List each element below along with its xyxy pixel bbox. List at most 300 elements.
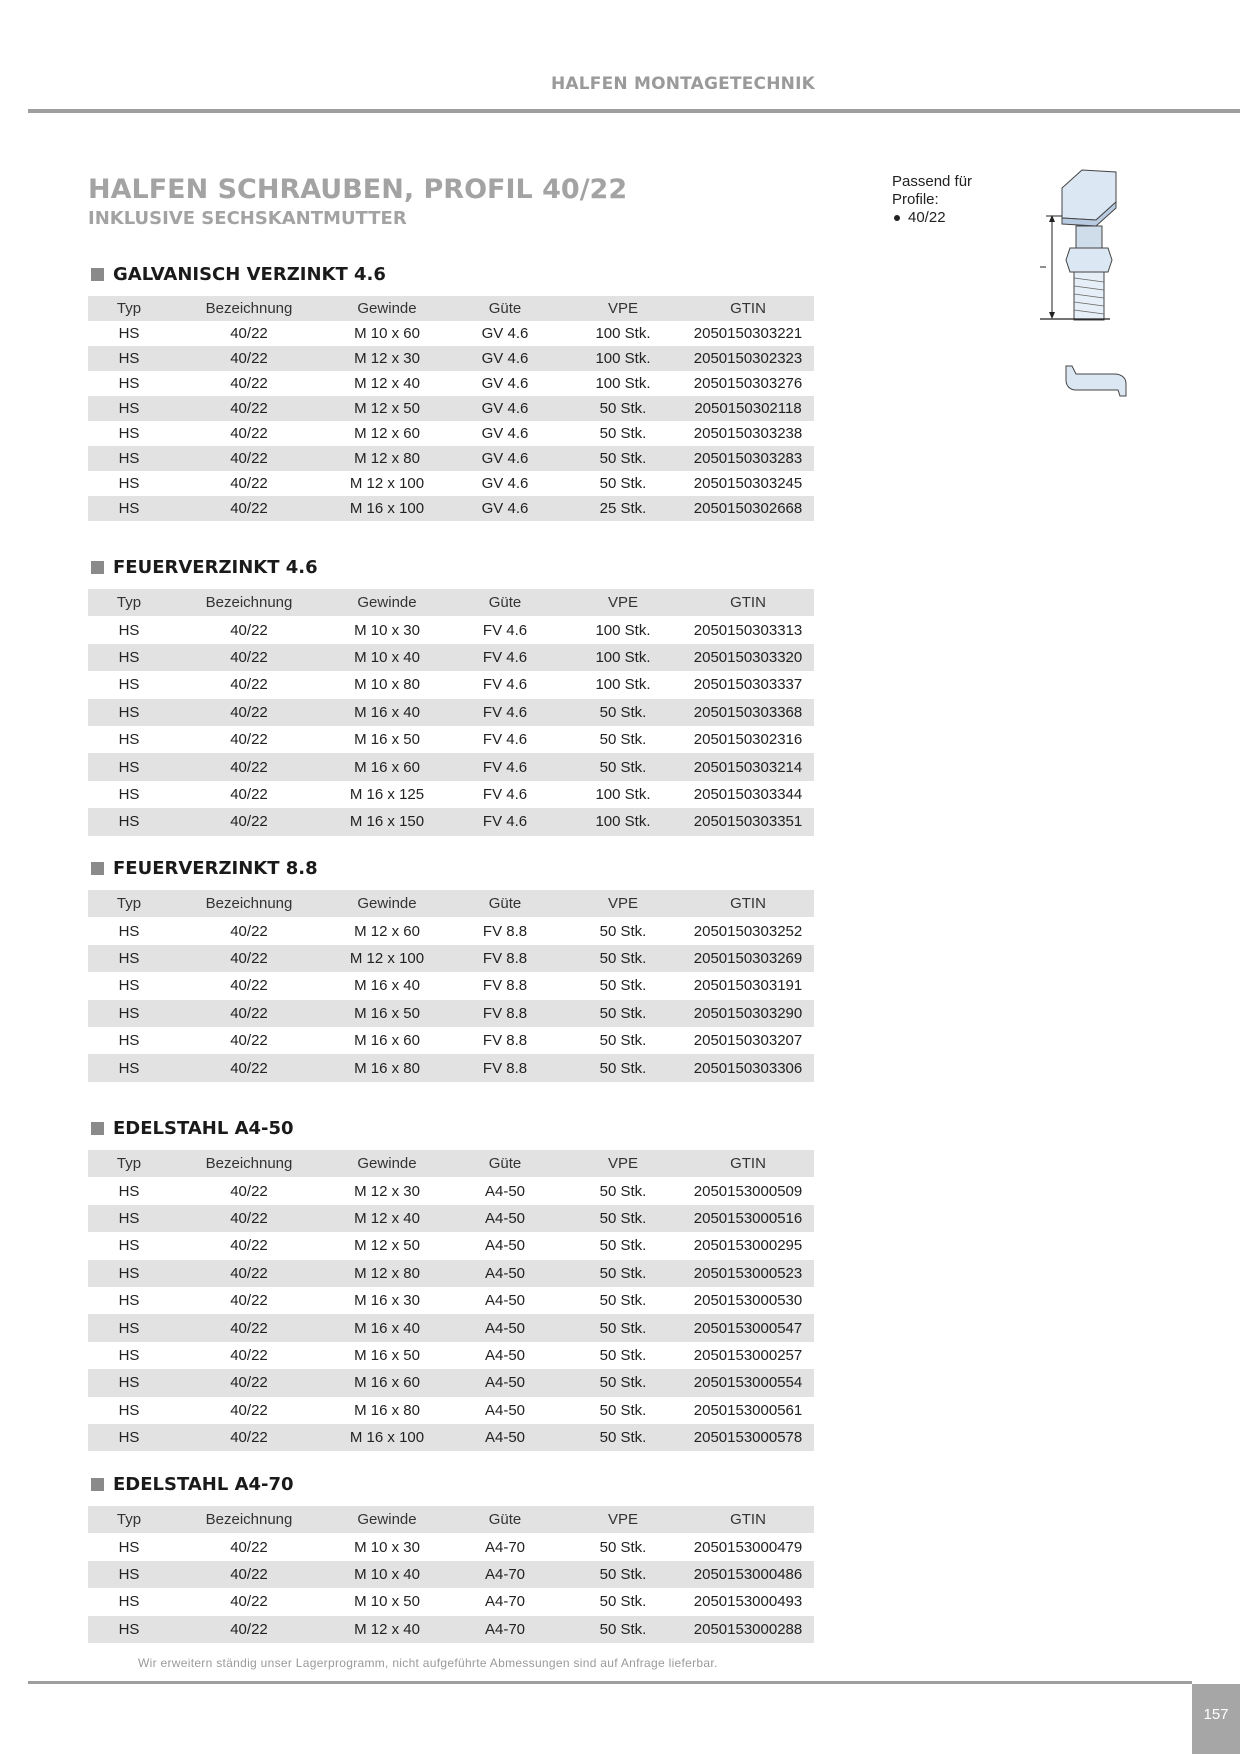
table-cell: HS <box>118 325 140 342</box>
table-cell: A4-50 <box>484 1182 526 1200</box>
column-header: Gewinde <box>328 1150 446 1177</box>
table-cell: M 16 x 125 <box>349 785 425 803</box>
square-bullet-icon <box>91 268 104 281</box>
column-header: Typ <box>88 890 170 917</box>
table-cell: HS <box>118 922 140 940</box>
table-cell: 50 Stk. <box>564 1205 682 1232</box>
table-cell: 40/22 <box>230 676 268 694</box>
table-cell: M 16 x 30 <box>354 1292 420 1310</box>
table-cell: 40/22 <box>170 396 328 421</box>
table-cell: HS <box>88 1424 170 1451</box>
table-cell: 40/22 <box>170 1314 328 1341</box>
table-row <box>88 346 814 371</box>
table-cell: M 16 x 80 <box>354 1401 420 1419</box>
fits-profile-value: 40/22 <box>908 209 946 226</box>
table-cell: 50 Stk. <box>599 1538 647 1556</box>
table-cell: M 10 x 40 <box>328 644 446 671</box>
table-row <box>88 321 814 346</box>
table-cell: 40/22 <box>170 1369 328 1396</box>
table-cell: 2050153000295 <box>693 1237 803 1255</box>
column-header: Bezeichnung <box>170 589 328 616</box>
table-row <box>88 726 814 753</box>
table-cell: HS <box>88 753 170 780</box>
table-cell: HS <box>118 731 140 749</box>
table-cell: HS <box>88 945 170 972</box>
table-cell: HS <box>88 1205 170 1232</box>
product-table <box>88 890 814 1082</box>
table-cell: 100 Stk. <box>595 676 651 694</box>
table-cell: HS <box>88 496 170 521</box>
table-cell: FV 8.8 <box>446 945 564 972</box>
table-cell: A4-50 <box>484 1292 526 1310</box>
table-cell: 50 Stk. <box>564 1369 682 1396</box>
table-cell: 50 Stk. <box>599 475 647 492</box>
table-cell: GV 4.6 <box>446 396 564 421</box>
table-cell: 2050150303313 <box>693 621 803 639</box>
section-heading <box>88 555 814 579</box>
table-row <box>88 917 814 944</box>
table-cell: 2050150302118 <box>682 396 814 421</box>
table-row <box>88 396 814 421</box>
table-row <box>88 972 814 999</box>
table-cell: M 10 x 30 <box>354 621 420 639</box>
column-header: VPE <box>564 1150 682 1177</box>
table-cell: M 12 x 100 <box>349 475 425 492</box>
table-cell: 40/22 <box>230 977 268 995</box>
table-cell: 40/22 <box>230 1346 268 1364</box>
column-header: Güte <box>446 589 564 616</box>
table-cell: M 10 x 50 <box>354 1593 420 1611</box>
table-cell: 50 Stk. <box>564 1000 682 1027</box>
table-row <box>88 781 814 808</box>
product-section <box>88 262 814 521</box>
table-cell: 50 Stk. <box>564 396 682 421</box>
table-cell: 2050150303252 <box>693 922 803 940</box>
table-row <box>88 1177 814 1204</box>
table-cell: 50 Stk. <box>599 977 647 995</box>
footnote: Wir erweitern ständig unser Lagerprogramm, nicht aufgeführte Abmessungen sind auf Anfrage lieferbar. <box>138 1656 718 1670</box>
table-cell: M 12 x 80 <box>328 446 446 471</box>
table-cell: HS <box>118 1032 140 1050</box>
table-cell: 40/22 <box>230 1182 268 1200</box>
table-row <box>88 1616 814 1643</box>
table-cell: 50 Stk. <box>599 731 647 749</box>
table-cell: 2050150303207 <box>693 1032 803 1050</box>
table-cell: 40/22 <box>170 1616 328 1643</box>
table-cell: 2050153000479 <box>693 1538 803 1556</box>
table-cell: 2050150303276 <box>693 375 803 392</box>
column-header: Bezeichnung <box>170 1506 328 1533</box>
table-row <box>88 644 814 671</box>
table-row <box>88 699 814 726</box>
table-cell: 40/22 <box>230 922 268 940</box>
table-cell: M 16 x 100 <box>328 496 446 521</box>
table-cell: M 12 x 100 <box>328 945 446 972</box>
table-cell: HS <box>118 475 140 492</box>
table-cell: 2050153000547 <box>682 1314 814 1341</box>
table-cell: 2050150303283 <box>682 446 814 471</box>
table-row <box>88 1000 814 1027</box>
table-cell: 50 Stk. <box>564 1424 682 1451</box>
table-cell: 2050150303320 <box>682 644 814 671</box>
column-header: VPE <box>564 890 682 917</box>
table-cell: A4-70 <box>484 1538 526 1556</box>
table-cell: HS <box>88 1000 170 1027</box>
table-row <box>88 1260 814 1287</box>
table-cell: 2050150303337 <box>693 676 803 694</box>
table-cell: A4-70 <box>446 1616 564 1643</box>
table-cell: M 16 x 40 <box>328 699 446 726</box>
table-cell: 2050153000288 <box>682 1616 814 1643</box>
table-cell: 40/22 <box>230 375 268 392</box>
table-cell: 40/22 <box>230 1538 268 1556</box>
table-header-row <box>88 296 814 321</box>
table-cell: HS <box>88 1369 170 1396</box>
table-row <box>88 371 814 396</box>
table-cell: M 16 x 50 <box>328 1000 446 1027</box>
table-cell: 100 Stk. <box>595 621 651 639</box>
running-header: HALFEN MONTAGETECHNIK <box>550 74 815 94</box>
product-table <box>88 296 814 521</box>
section-title: EDELSTAHL A4-50 <box>113 1117 294 1139</box>
table-cell: 100 Stk. <box>595 325 651 342</box>
table-cell: M 16 x 60 <box>328 753 446 780</box>
table-cell: HS <box>88 644 170 671</box>
column-header: Bezeichnung <box>170 1150 328 1177</box>
table-cell: HS <box>118 1346 140 1364</box>
table-cell: HS <box>88 1054 170 1081</box>
column-header: VPE <box>564 1506 682 1533</box>
product-section <box>88 1116 814 1451</box>
table-cell: 50 Stk. <box>564 1054 682 1081</box>
table-cell: FV 8.8 <box>482 1032 528 1050</box>
table-row <box>88 1205 814 1232</box>
table-cell: GV 4.6 <box>481 325 529 342</box>
table-cell: 25 Stk. <box>564 496 682 521</box>
table-cell: M 12 x 30 <box>328 346 446 371</box>
table-cell: A4-70 <box>446 1561 564 1588</box>
table-row <box>88 446 814 471</box>
table-cell: 50 Stk. <box>599 1032 647 1050</box>
table-cell: 40/22 <box>170 644 328 671</box>
table-cell: 100 Stk. <box>564 346 682 371</box>
table-cell: GV 4.6 <box>481 475 529 492</box>
table-cell: HS <box>118 1182 140 1200</box>
table-cell: HS <box>118 375 140 392</box>
table-cell: HS <box>118 977 140 995</box>
fits-label-line1: Passend für <box>892 173 973 190</box>
table-cell: 50 Stk. <box>564 945 682 972</box>
table-cell: 40/22 <box>170 699 328 726</box>
table-cell: HS <box>88 1314 170 1341</box>
column-header: Güte <box>446 890 564 917</box>
table-header-row <box>88 1506 814 1533</box>
table-cell: 40/22 <box>170 1260 328 1287</box>
table-cell: FV 8.8 <box>446 1000 564 1027</box>
table-cell: HS <box>118 676 140 694</box>
table-cell: 2050150303368 <box>682 699 814 726</box>
table-cell: FV 4.6 <box>482 731 528 749</box>
table-row <box>88 1232 814 1259</box>
table-cell: M 16 x 60 <box>354 1032 420 1050</box>
product-table <box>88 1150 814 1451</box>
table-cell: M 10 x 80 <box>354 676 420 694</box>
table-cell: M 12 x 80 <box>328 1260 446 1287</box>
table-cell: 2050150303344 <box>693 785 803 803</box>
table-cell: 40/22 <box>170 1205 328 1232</box>
table-cell: M 12 x 30 <box>354 1182 420 1200</box>
table-cell: 40/22 <box>170 1424 328 1451</box>
table-cell: M 12 x 50 <box>328 396 446 421</box>
table-cell: 50 Stk. <box>599 1292 647 1310</box>
table-cell: A4-50 <box>446 1369 564 1396</box>
table-header-row <box>88 1150 814 1177</box>
column-header: GTIN <box>682 589 814 616</box>
table-cell: M 16 x 60 <box>328 1369 446 1396</box>
table-cell: FV 4.6 <box>482 785 528 803</box>
table-cell: FV 4.6 <box>482 676 528 694</box>
table-cell: HS <box>118 1237 140 1255</box>
table-row <box>88 1342 814 1369</box>
table-cell: M 16 x 40 <box>354 977 420 995</box>
table-header-row <box>88 890 814 917</box>
table-cell: 40/22 <box>170 1000 328 1027</box>
table-cell: A4-50 <box>484 1346 526 1364</box>
table-cell: 2050150302323 <box>682 346 814 371</box>
table-cell: M 12 x 40 <box>328 1616 446 1643</box>
column-header: GTIN <box>682 1150 814 1177</box>
table-cell: 2050150303245 <box>693 475 803 492</box>
table-row <box>88 945 814 972</box>
table-cell: 40/22 <box>170 808 328 835</box>
table-cell: 2050150303221 <box>693 325 803 342</box>
table-cell: 50 Stk. <box>564 1561 682 1588</box>
section-title: GALVANISCH VERZINKT 4.6 <box>113 263 386 285</box>
table-cell: A4-50 <box>446 1424 564 1451</box>
square-bullet-icon <box>91 862 104 875</box>
table-cell: A4-50 <box>446 1314 564 1341</box>
table-cell: 50 Stk. <box>564 446 682 471</box>
table-cell: 40/22 <box>170 753 328 780</box>
table-cell: 2050153000578 <box>682 1424 814 1451</box>
table-cell: A4-50 <box>446 1260 564 1287</box>
table-cell: 40/22 <box>230 1401 268 1419</box>
square-bullet-icon <box>91 1122 104 1135</box>
section-heading <box>88 262 814 286</box>
column-header: Typ <box>88 296 170 321</box>
table-cell: 2050153000257 <box>693 1346 803 1364</box>
table-row <box>88 616 814 643</box>
column-header: Gewinde <box>328 1506 446 1533</box>
table-row <box>88 1561 814 1588</box>
table-cell: 100 Stk. <box>595 785 651 803</box>
table-cell: M 16 x 50 <box>354 731 420 749</box>
table-cell: M 10 x 40 <box>328 1561 446 1588</box>
square-bullet-icon <box>91 1478 104 1491</box>
table-cell: HS <box>88 1616 170 1643</box>
table-cell: 2050153000523 <box>682 1260 814 1287</box>
table-cell: 100 Stk. <box>595 375 651 392</box>
page-number: 157 <box>1192 1684 1240 1754</box>
column-header: Gewinde <box>328 589 446 616</box>
table-cell: FV 4.6 <box>446 699 564 726</box>
column-header: GTIN <box>682 296 814 321</box>
table-cell: HS <box>118 1292 140 1310</box>
table-cell: GV 4.6 <box>446 446 564 471</box>
table-cell: M 12 x 40 <box>354 375 420 392</box>
column-header: Güte <box>446 296 564 321</box>
table-cell: 40/22 <box>170 346 328 371</box>
table-cell: 50 Stk. <box>599 1182 647 1200</box>
column-header: Güte <box>446 1150 564 1177</box>
table-cell: HS <box>118 621 140 639</box>
column-header: Bezeichnung <box>170 890 328 917</box>
section-heading <box>88 1472 814 1496</box>
table-cell: 40/22 <box>170 1054 328 1081</box>
product-section <box>88 1472 814 1643</box>
table-cell: 50 Stk. <box>564 1616 682 1643</box>
table-cell: 50 Stk. <box>599 922 647 940</box>
section-heading <box>88 1116 814 1140</box>
table-cell: 40/22 <box>170 945 328 972</box>
table-cell: 40/22 <box>230 475 268 492</box>
table-cell: 50 Stk. <box>564 1314 682 1341</box>
table-cell: FV 4.6 <box>446 644 564 671</box>
table-cell: 40/22 <box>170 496 328 521</box>
table-cell: A4-50 <box>484 1237 526 1255</box>
column-header: Güte <box>446 1506 564 1533</box>
table-cell: FV 8.8 <box>482 922 528 940</box>
table-cell: 40/22 <box>230 1593 268 1611</box>
table-row <box>88 496 814 521</box>
table-row <box>88 1287 814 1314</box>
table-cell: 40/22 <box>230 621 268 639</box>
table-cell: HS <box>118 1538 140 1556</box>
profile-section-illustration <box>1062 362 1132 404</box>
column-header: Bezeichnung <box>170 296 328 321</box>
table-cell: M 16 x 100 <box>328 1424 446 1451</box>
table-cell: HS <box>118 1401 140 1419</box>
table-cell: 2050153000530 <box>693 1292 803 1310</box>
column-header: Typ <box>88 1506 170 1533</box>
bullet-icon <box>894 215 900 221</box>
table-cell: 40/22 <box>170 446 328 471</box>
table-row <box>88 1533 814 1560</box>
table-cell: 50 Stk. <box>564 1260 682 1287</box>
section-title: FEUERVERZINKT 4.6 <box>113 556 318 578</box>
table-cell: M 16 x 80 <box>328 1054 446 1081</box>
table-cell: 50 Stk. <box>599 1346 647 1364</box>
table-cell: FV 4.6 <box>482 621 528 639</box>
table-cell: FV 8.8 <box>482 977 528 995</box>
table-row <box>88 421 814 446</box>
column-header: VPE <box>564 589 682 616</box>
table-cell: M 12 x 40 <box>328 1205 446 1232</box>
table-cell: HS <box>88 1260 170 1287</box>
product-section <box>88 555 814 836</box>
table-cell: 40/22 <box>230 1237 268 1255</box>
page-title: HALFEN SCHRAUBEN, PROFIL 40/22 <box>88 174 628 205</box>
fits-profile-box <box>892 173 972 227</box>
table-cell: FV 4.6 <box>446 808 564 835</box>
table-cell: 2050150303214 <box>682 753 814 780</box>
table-cell: HS <box>118 785 140 803</box>
table-header-row <box>88 589 814 616</box>
table-cell: HS <box>88 346 170 371</box>
table-cell: 40/22 <box>230 325 268 342</box>
header-rule <box>28 109 1240 113</box>
column-header: GTIN <box>682 890 814 917</box>
table-cell: 2050153000486 <box>682 1561 814 1588</box>
table-cell: A4-50 <box>446 1205 564 1232</box>
table-cell: GV 4.6 <box>446 346 564 371</box>
table-cell: HS <box>118 1593 140 1611</box>
table-cell: M 16 x 40 <box>328 1314 446 1341</box>
table-cell: 2050153000561 <box>693 1401 803 1419</box>
table-cell: 2050153000509 <box>693 1182 803 1200</box>
table-row <box>88 1369 814 1396</box>
table-cell: HS <box>118 425 140 442</box>
fits-profile-item <box>892 209 972 227</box>
table-cell: GV 4.6 <box>481 425 529 442</box>
table-cell: M 12 x 60 <box>354 425 420 442</box>
column-header: Gewinde <box>328 890 446 917</box>
section-title: FEUERVERZINKT 8.8 <box>113 857 318 879</box>
table-row <box>88 753 814 780</box>
table-cell: 2050150303269 <box>682 945 814 972</box>
table-row <box>88 1397 814 1424</box>
table-cell: 50 Stk. <box>564 699 682 726</box>
table-row <box>88 671 814 698</box>
table-cell: 2050150302316 <box>693 731 803 749</box>
table-cell: 2050150303238 <box>693 425 803 442</box>
table-cell: 2050153000516 <box>682 1205 814 1232</box>
table-cell: M 16 x 50 <box>354 1346 420 1364</box>
table-row <box>88 808 814 835</box>
table-cell: FV 8.8 <box>446 1054 564 1081</box>
column-header: Gewinde <box>328 296 446 321</box>
table-cell: 100 Stk. <box>564 808 682 835</box>
table-cell: 2050153000554 <box>682 1369 814 1396</box>
table-cell: 100 Stk. <box>564 644 682 671</box>
table-cell: HS <box>88 699 170 726</box>
table-cell: 2050150303351 <box>682 808 814 835</box>
table-cell: 40/22 <box>230 1032 268 1050</box>
table-row <box>88 1424 814 1451</box>
table-cell: 50 Stk. <box>599 1593 647 1611</box>
table-cell: HS <box>88 1561 170 1588</box>
table-row <box>88 1027 814 1054</box>
table-cell: 2050150303191 <box>693 977 803 995</box>
table-cell: 40/22 <box>170 1561 328 1588</box>
footer-rule <box>28 1681 1192 1684</box>
table-cell: M 12 x 50 <box>354 1237 420 1255</box>
product-table <box>88 1506 814 1643</box>
table-cell: M 16 x 150 <box>328 808 446 835</box>
table-cell: M 12 x 60 <box>354 922 420 940</box>
table-cell: HS <box>88 446 170 471</box>
table-cell: GV 4.6 <box>446 496 564 521</box>
table-cell: 2050150303306 <box>682 1054 814 1081</box>
product-table <box>88 589 814 836</box>
table-cell: M 10 x 60 <box>354 325 420 342</box>
table-cell: 50 Stk. <box>564 753 682 780</box>
table-cell: 2050153000493 <box>693 1593 803 1611</box>
table-cell: 40/22 <box>230 731 268 749</box>
table-cell: 50 Stk. <box>599 1237 647 1255</box>
table-cell: A4-70 <box>484 1593 526 1611</box>
column-header: Typ <box>88 589 170 616</box>
